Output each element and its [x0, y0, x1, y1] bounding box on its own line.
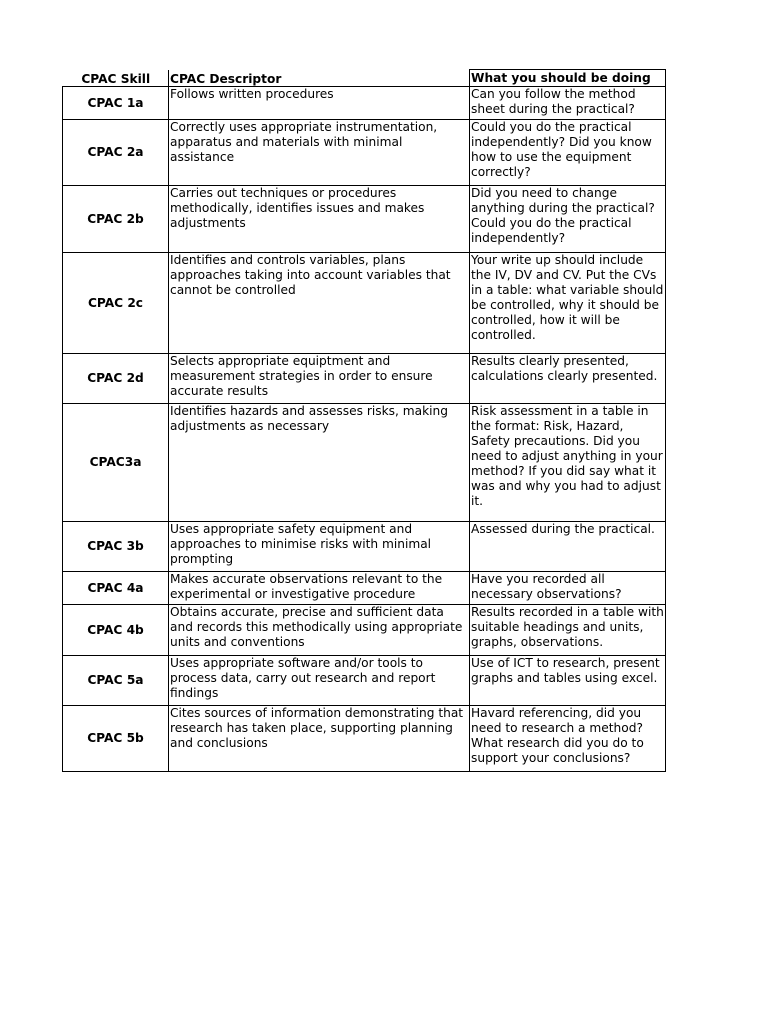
doing-cell: Did you need to change anything during the practical? Could you do the practical independently? — [470, 186, 666, 253]
descriptor-cell: Uses appropriate software and/or tools to process data, carry out research and report findings — [169, 656, 470, 706]
table-row — [63, 87, 666, 120]
skill-cell: CPAC 1a — [63, 87, 169, 120]
doing-cell: Havard referencing, did you need to research a method? What research did you do to support your conclusions? — [470, 706, 666, 772]
skill-cell: CPAC 2b — [63, 186, 169, 253]
doing-cell: Use of ICT to research, present graphs and tables using excel. — [470, 656, 666, 706]
table-row — [63, 605, 666, 656]
descriptor-cell: Uses appropriate safety equipment and approaches to minimise risks with minimal prompting — [169, 522, 470, 572]
table-row — [63, 522, 666, 572]
table-row — [63, 120, 666, 186]
descriptor-cell: Correctly uses appropriate instrumentation, apparatus and materials with minimal assistance — [169, 120, 470, 186]
descriptor-cell: Cites sources of information demonstrating that research has taken place, supporting planning and conclusions — [169, 706, 470, 772]
table-row — [63, 706, 666, 772]
descriptor-cell: Obtains accurate, precise and sufficient data and records this methodically using appropriate units and conventions — [169, 605, 470, 656]
table-row — [63, 253, 666, 354]
table-row — [63, 656, 666, 706]
header-doing: What you should be doing — [470, 70, 666, 87]
doing-cell: Assessed during the practical. — [470, 522, 666, 572]
header-descriptor: CPAC Descriptor — [169, 70, 470, 87]
table-row — [63, 572, 666, 605]
table-header — [63, 70, 666, 87]
doing-cell: Could you do the practical independently? Did you know how to use the equipment correctly? — [470, 120, 666, 186]
skill-cell: CPAC 2a — [63, 120, 169, 186]
skill-cell: CPAC3a — [63, 404, 169, 522]
doing-cell: Results recorded in a table with suitable headings and units, graphs, observations. — [470, 605, 666, 656]
cpac-table — [62, 69, 666, 772]
skill-cell: CPAC 4b — [63, 605, 169, 656]
skill-cell: CPAC 2c — [63, 253, 169, 354]
descriptor-cell: Identifies hazards and assesses risks, making adjustments as necessary — [169, 404, 470, 522]
doing-cell: Risk assessment in a table in the format: Risk, Hazard, Safety precautions. Did you need to adjust anything in your method? If you did say what it was and why you had to adjust it. — [470, 404, 666, 522]
doing-cell: Have you recorded all necessary observations? — [470, 572, 666, 605]
descriptor-cell: Carries out techniques or procedures methodically, identifies issues and makes adjustments — [169, 186, 470, 253]
descriptor-cell: Selects appropriate equiptment and measurement strategies in order to ensure accurate results — [169, 354, 470, 404]
descriptor-cell: Follows written procedures — [169, 87, 470, 120]
skill-cell: CPAC 2d — [63, 354, 169, 404]
skill-cell: CPAC 4a — [63, 572, 169, 605]
descriptor-cell: Makes accurate observations relevant to the experimental or investigative procedure — [169, 572, 470, 605]
skill-cell: CPAC 5b — [63, 706, 169, 772]
skill-cell: CPAC 5a — [63, 656, 169, 706]
doing-cell: Your write up should include the IV, DV and CV. Put the CVs in a table: what variable should be controlled, why it should be controlled, how it will be controlled. — [470, 253, 666, 354]
header-skill: CPAC Skill — [63, 70, 169, 87]
descriptor-cell: Identifies and controls variables, plans approaches taking into account variables that cannot be controlled — [169, 253, 470, 354]
table-row — [63, 186, 666, 253]
skill-cell: CPAC 3b — [63, 522, 169, 572]
table-body — [63, 87, 666, 772]
table-row — [63, 354, 666, 404]
table-row — [63, 404, 666, 522]
doing-cell: Results clearly presented, calculations clearly presented. — [470, 354, 666, 404]
doing-cell: Can you follow the method sheet during the practical? — [470, 87, 666, 120]
header-row — [63, 70, 666, 87]
